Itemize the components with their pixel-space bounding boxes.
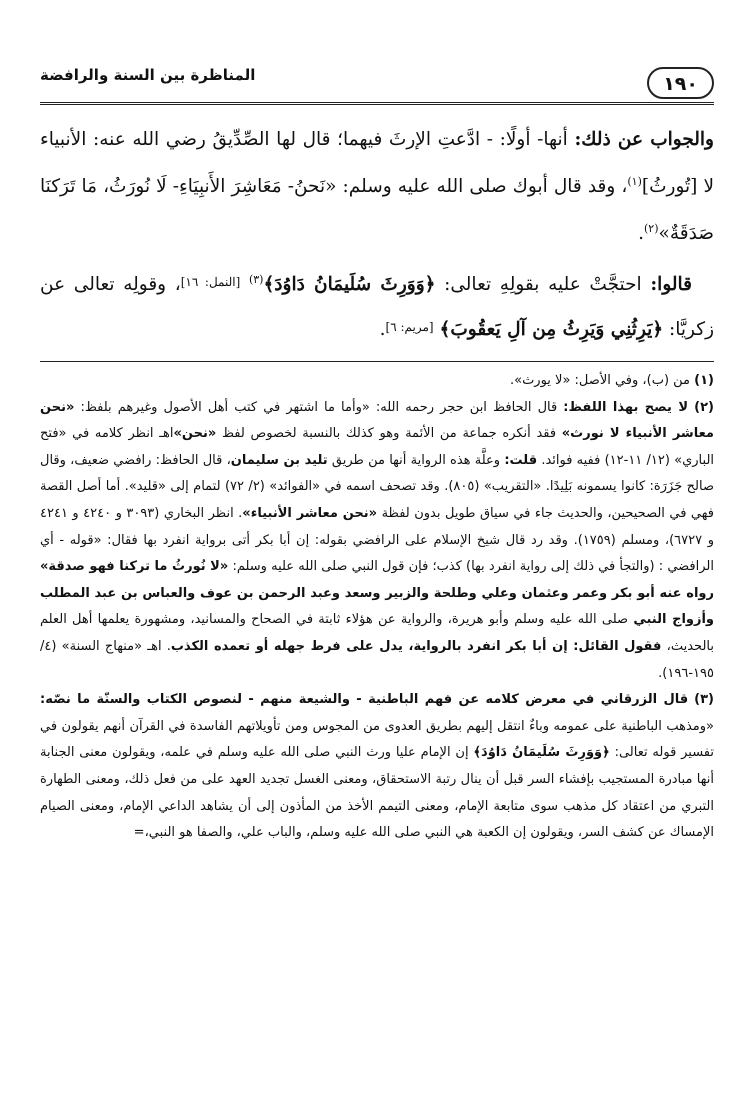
paragraph-claim xyxy=(40,259,714,351)
footnote-1 xyxy=(40,368,714,395)
surah-ref-naml: [النمل: ١٦] xyxy=(180,275,241,289)
page-number: ١٩٠ xyxy=(647,67,714,99)
footnote-2-text-8: . اهـ «منهاج السنة» (٤/ ١٩٥-١٩٦). xyxy=(40,638,714,681)
running-title: المناظرة بين السنة والرافضة xyxy=(40,66,256,84)
footnote-2 xyxy=(40,395,714,688)
footnote-2-qultu: قلت: xyxy=(504,452,538,468)
claim-label: قالوا: xyxy=(650,274,692,295)
main-text xyxy=(40,119,714,351)
footnote-number-3: (٣) xyxy=(694,692,714,708)
footnote-3-text-2: إن الإمام عليا ورث النبي صلى الله عليه وسلم في علمه، ويقولون معنى الجنابة أنها مبادرة المستجيب بإفشاء السر قبل أن ينال رتبة الاستحقاق، ومعنى الغسل تجديد العهد على من فعل ذلك، ومعنى الطهارة التبري من اعتقاد كل مذهب سوى متابعة الإمام، ومعنى التيمم الأخذ من المأذون إلى أن يشاهد الداعي الإمام، ومعنى الصيام الإمساك عن كشف السر، ويقولون إن الكعبة هي النبي صلى الله عليه وسلم، والباب علي، والصفا هو النبي،= xyxy=(40,745,714,841)
footnote-2-text-7: صلى الله عليه وسلم وأبو هريرة، والرواية عن هؤلاء ثابتة في الصحاح والمسانيد، ومشهورة يعلمها أهل العلم بالحديث، xyxy=(40,612,714,654)
footnote-2-text-5: ، قال الحافظ: رافضي ضعيف، وقال صالح جَزَرَة: كانوا يسمونه بَلِيدًا. «التقريب» (٨٠٥). وقد تصحف اسمه في «الفوائد» (٢/ ٧٢) لتمام إلى «قليد». أما أصل القصة فهي في الصحيحين، والحديث جاء في سياق طويل بدون لفظة xyxy=(40,452,714,521)
footnote-ref-3[interactable]: (٣) xyxy=(248,273,264,286)
footnotes xyxy=(40,368,714,847)
claim-text: احتجَّتْ عليه بقولِهِ تعالى: xyxy=(444,274,642,295)
claim-end: . xyxy=(379,319,386,340)
answer-label: والجواب عن ذلك: xyxy=(574,129,714,150)
footnote-2-label: لا يصح بهذا اللفظ: xyxy=(563,399,689,415)
footnote-2-narrator: تليد بن سليمان xyxy=(230,452,328,468)
footnote-ref-1[interactable]: (١) xyxy=(627,175,642,188)
answer-end: . xyxy=(638,223,644,244)
page-header xyxy=(40,48,714,105)
footnote-2-text-3: اهـ انظر كلامه في «فتح الباري» (١٢/ ١١-١٢) ففيه فوائد. xyxy=(40,426,715,468)
paragraph-answer xyxy=(40,119,714,255)
footnote-1-text: من (ب)، وفي الأصل: «لا يورث». xyxy=(509,373,691,388)
footnote-3-verse: ﴿وَوَرِثَ سُلَيمَانُ دَاوُدَ﴾ xyxy=(473,745,610,761)
footnote-2-phrase: «نحن معاشر الأنبياء» xyxy=(242,505,378,521)
footnote-3-text: «ومذهب الباطنية على عمومه وباءٌ انتقل إليهم بطريق العدوى من المجوس ومن تأويلاتهم الفاسدة في القرآن أنهم يقولون في تفسير قوله تعالى: xyxy=(40,718,714,761)
footnote-2-conclusion: فقول القائل: إن أبا بكر انفرد بالرواية، يدل على فرط جهله أو تعمده الكذب xyxy=(170,638,662,654)
footnote-2-text: قال الحافظ ابن حجر رحمه الله: «وأما ما اشتهر في كتب أهل الأصول وغيرهم بلفظ: xyxy=(80,399,558,415)
book-page xyxy=(40,48,714,847)
footnote-2-word: «نحن» xyxy=(173,426,217,442)
footnote-divider xyxy=(40,361,714,362)
quran-verse-maryam: ﴿يَرِثُنِي وَيَرِثُ مِن آلِ يَعقُوبَ﴾ xyxy=(439,319,664,340)
footnote-2-text-2: فقد أنكره جماعة من الأئمة وهو كذلك بالنسبة لخصوص لفظ xyxy=(221,426,557,442)
surah-ref-maryam: [مريم: ٦] xyxy=(385,320,434,334)
footnote-3-heading: قال الزرقاني في معرض كلامه عن فهم الباطنية - والشيعة منهم - لنصوص الكتاب والسنّة ما نصّه: xyxy=(40,692,689,708)
answer-text: أنها- أولًا: - ادَّعتِ الإرثَ فيهما؛ قال لها الصِّدِّيقُ رضي الله عنه: الأنبياء لا [تُورثُ] xyxy=(40,129,714,197)
answer-hadith: ، وقد قال أبوك صلى الله عليه وسلم: «نَحنُ- مَعَاشِرَ الأَنبِيَاءِ- لَا نُورَثُ، مَا تَرَكنَا صَدَقَةٌ» xyxy=(40,176,714,244)
footnote-2-narrators-list: «لا نُورثُ ما تركنا فهو صدقة» رواه عنه أبو بكر وعمر وعثمان وعلي وطلحة والزبير وسعد وعبد الرحمن بن عوف والعباس بن عبد المطلب وأزواج النبي xyxy=(40,559,715,628)
footnote-2-hadith-phrase: «نحن معاشر الأنبياء لا نورث» xyxy=(40,399,714,442)
footnote-number-1: (١) xyxy=(694,373,714,388)
footnote-3 xyxy=(40,687,714,847)
footnote-2-text-6: . انظر البخاري (٣٠٩٣ و ٤٢٤٠ و ٤٢٤١ و ٦٧٢٧)، ومسلم (١٧٥٩). وقد رد قال شيخ الإسلام على الرافضي بقوله: إن أبا بكر أتى برواية انفرد بها فقال: «قوله - أي الرافضي : (والتجأ في ذلك إلى رواية انفرد بها) كذب؛ فإن قول النبي صلى الله عليه وسلم: xyxy=(40,505,715,575)
footnote-number-2: (٢) xyxy=(694,399,714,415)
footnote-2-text-4: وعلَّة هذه الرواية أنها من طريق xyxy=(331,452,501,468)
footnote-ref-2[interactable]: (٢) xyxy=(643,222,659,235)
quran-verse-naml: ﴿وَوَرِثَ سُلَيمَانُ دَاوُدَ﴾ xyxy=(263,274,436,295)
claim-text-2: ، وقولِه تعالى عن زكريَّا: xyxy=(40,274,714,340)
